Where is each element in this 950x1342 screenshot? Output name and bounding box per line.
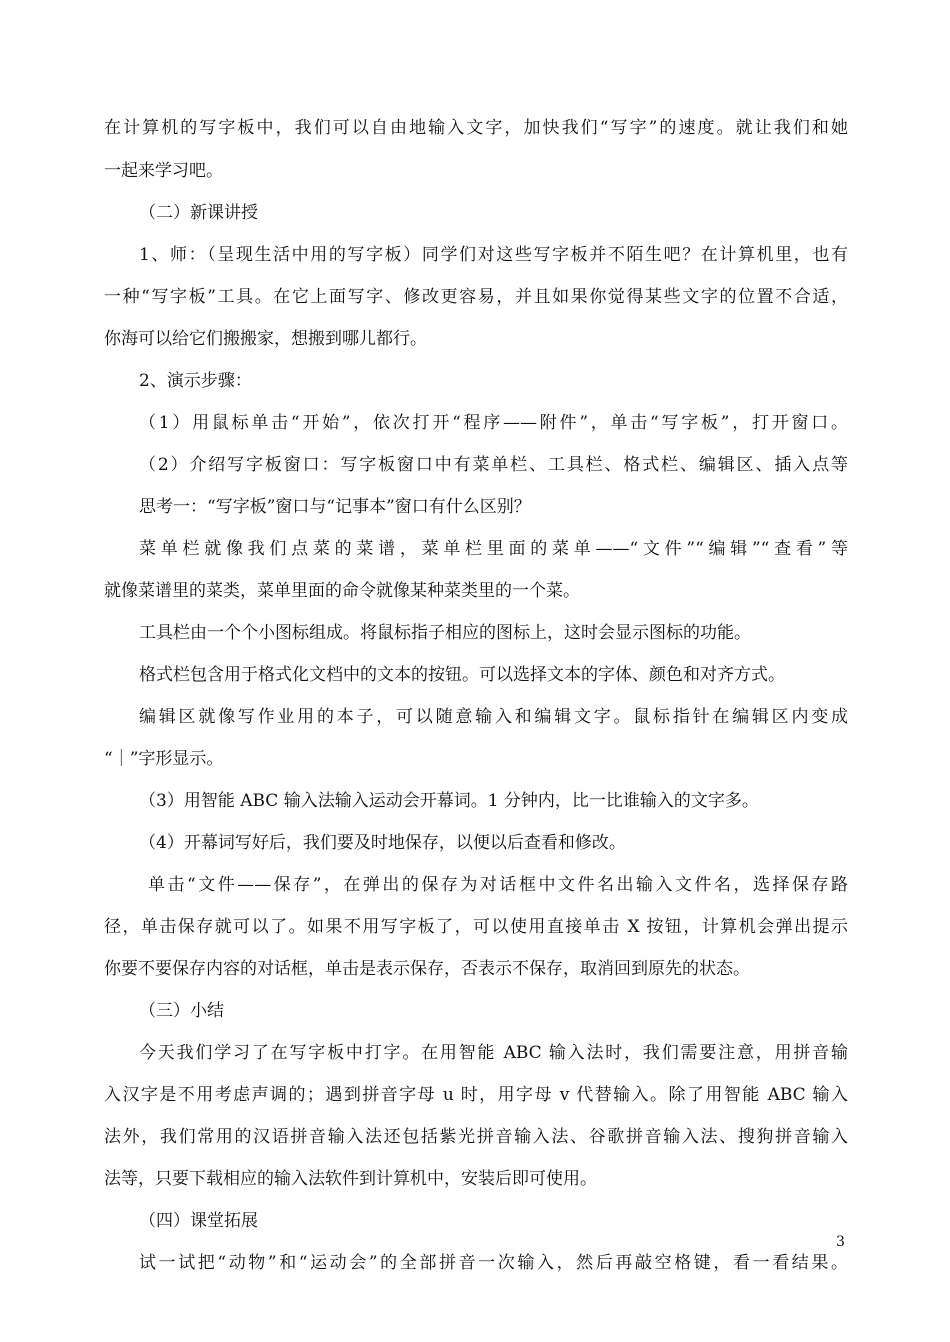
- page-number: 3: [836, 1234, 845, 1250]
- paragraph-line: 编辑区就像写作业用的本子，可以随意输入和编辑文字。鼠标指针在编辑区内变成: [139, 707, 848, 727]
- paragraph-line: （2）介绍写字板窗口：写字板窗口中有菜单栏、工具栏、格式栏、编辑区、插入点等: [139, 455, 848, 475]
- section-heading: （四）课堂拓展: [139, 1211, 258, 1231]
- section-heading: 2、演示步骤：: [139, 371, 252, 391]
- paragraph-line: 入汉字是不用考虑声调的；遇到拼音字母 u 时，用字母 v 代替输入。除了用智能 ABC 输入: [104, 1085, 848, 1105]
- paragraph-line: 1、师：（呈现生活中用的写字板）同学们对这些写字板并不陌生吧？在计算机里，也有: [139, 245, 848, 265]
- paragraph-line: 一种“写字板”工具。在它上面写字、修改更容易，并且如果你觉得某些文字的位置不合适，: [104, 287, 848, 307]
- paragraph-line: 法外，我们常用的汉语拼音输入法还包括紫光拼音输入法、谷歌拼音输入法、搜狗拼音输入: [104, 1127, 848, 1147]
- paragraph-line: （3）用智能 ABC 输入法输入运动会开幕词。1 分钟内，比一比谁输入的文字多。: [139, 791, 759, 811]
- paragraph-line: “｜”字形显示。: [104, 749, 224, 769]
- paragraph-line: 你海可以给它们搬搬家，想搬到哪儿都行。: [104, 329, 427, 349]
- paragraph-line: 你要不要保存内容的对话框，单击是表示保存，否表示不保存，取消回到原先的状态。: [104, 959, 750, 979]
- paragraph-line: （1）用鼠标单击“开始”，依次打开“程序——附件”，单击“写字板”，打开窗口。: [139, 413, 848, 433]
- paragraph-line: 在计算机的写字板中，我们可以自由地输入文字，加快我们“写字”的速度。就让我们和她: [104, 118, 848, 138]
- paragraph-line: 菜单栏就像我们点菜的菜谱，菜单栏里面的菜单——“文件”“编辑”“查看”等: [139, 539, 848, 559]
- paragraph-line: 法等，只要下载相应的输入法软件到计算机中，安装后即可使用。: [104, 1169, 597, 1189]
- paragraph-line: 今天我们学习了在写字板中打字。在用智能 ABC 输入法时，我们需要注意，用拼音输: [139, 1043, 848, 1063]
- paragraph-line: 格式栏包含用于格式化文档中的文本的按钮。可以选择文本的字体、颜色和对齐方式。: [139, 665, 785, 685]
- paragraph-line: （4）开幕词写好后，我们要及时地保存，以便以后查看和修改。: [139, 833, 626, 853]
- paragraph-line: 单击“文件——保存”，在弹出的保存为对话框中文件名出输入文件名，选择保存路: [148, 875, 848, 895]
- paragraph-line: 一起来学习吧。: [104, 161, 223, 181]
- section-heading: （三）小结: [139, 1001, 224, 1021]
- section-heading: （二）新课讲授: [139, 203, 258, 223]
- paragraph-line: 思考一：“写字板”窗口与“记事本”窗口有什么区别？: [139, 497, 531, 517]
- paragraph-line: 就像菜谱里的菜类，菜单里面的命令就像某种菜类里的一个菜。: [104, 581, 580, 601]
- paragraph-line: 工具栏由一个个小图标组成。将鼠标指子相应的图标上，这时会显示图标的功能。: [139, 623, 751, 643]
- paragraph-line: 径，单击保存就可以了。如果不用写字板了，可以使用直接单击 X 按钮，计算机会弹出提示: [104, 917, 848, 937]
- paragraph-line: 试一试把“动物”和“运动会”的全部拼音一次输入，然后再敲空格键，看一看结果。: [139, 1253, 848, 1273]
